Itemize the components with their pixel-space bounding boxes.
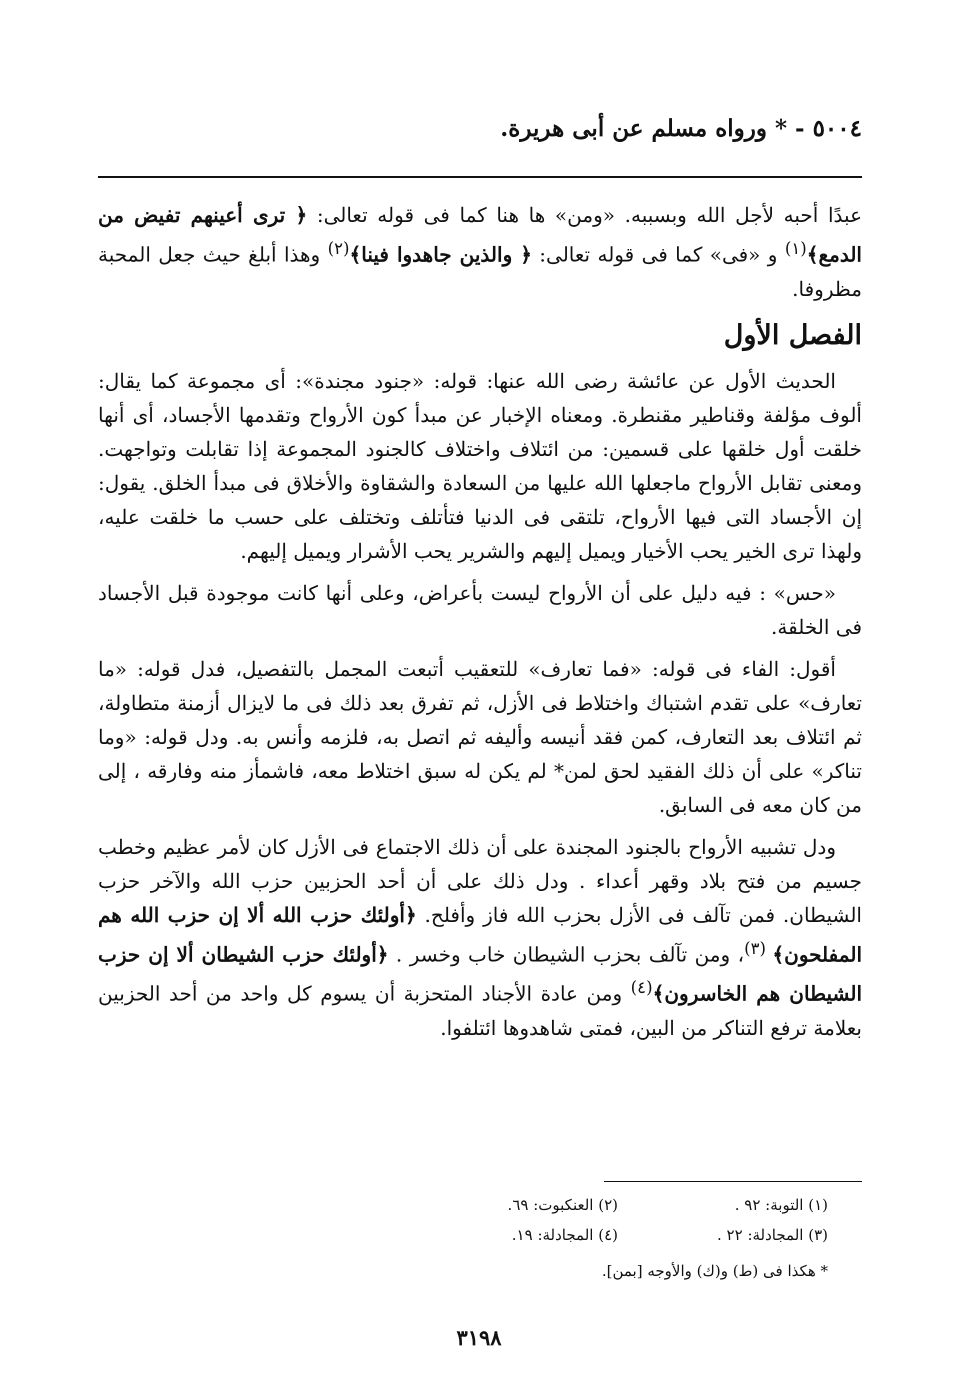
footnote-4: (٤) المجادلة: ١٩. — [511, 1226, 618, 1244]
paragraph-3: أقول: الفاء فى قوله: «فما تعارف» للتعقيب أتبعت المجمل بالتفصيل، فدل قوله: «ما تعارف» على تقدم اشتباك واختلاط فى الأزل، ثم تفرق بعد ذلك فى ما لايزال أزمنة متطاولة، ثم ائتلاف بعد التعارف، كمن فقد أنيسه وأليفه ثم اتصل به، فلزمه وأنس به. ودل قوله: «وما تناكر» على أن ذلك الفقيد لحق لمن* لم يكن له سبق اختلاط معه، فاشمأز منه وفارقه ، إلى من كان معه فى السابق. — [98, 656, 862, 817]
intro-text-1: عبدًا أحبه لأجل الله وبسببه. «ومن» ها هنا كما فى قوله تعالى: — [307, 203, 862, 227]
footnote-3: (٣) المجادلة: ٢٢ . — [717, 1226, 828, 1244]
footnote-divider — [604, 1181, 862, 1182]
paragraph-4 — [98, 830, 862, 1045]
footnote-row — [408, 1220, 828, 1250]
header-divider — [98, 176, 862, 178]
footnote-ref-3: (٣) — [744, 938, 773, 958]
quran-verse-2: ﴿ والذين جاهدوا فينا﴾ — [349, 242, 532, 267]
p4-text-1: ودل تشبيه الأرواح بالجنود المجندة على أن ذلك الاجتماع فى الأزل كان لأمر عظيم وخطب جسيم من فتح بلاد وقهر أعداء . ودل ذلك على أن أحد الحزبين حزب الله والآخر حزب الشيطان. فمن تآلف فى الأزل بحزب الله فاز وأفلح. — [98, 834, 862, 927]
paragraph-2: «حس» : فيه دليل على أن الأرواح ليست بأعراض، وعلى أنها كانت موجودة قبل الأجساد فى الخلقة. — [98, 580, 862, 639]
intro-paragraph — [98, 198, 862, 306]
footnote-ref-4: (٤) — [630, 978, 653, 998]
editorial-note: * هكذا فى (ط) و(ك) والأوجه [بمن]. — [601, 1262, 828, 1280]
section-heading: الفصل الأول — [723, 319, 862, 351]
p4-text-3: ومن عادة الأجناد المتحزبة أن يسوم كل واحد من أحد الحزبين بعلامة ترفع التناكر من البين، فمتى شاهدوها ائتلفوا. — [98, 981, 862, 1040]
footnotes — [408, 1190, 828, 1286]
intro-text-3: وهذا أبلغ حيث جعل المحبة مظروفا. — [98, 242, 862, 301]
footnote-row — [408, 1190, 828, 1220]
p4-text-2: ، ومن تآلف بحزب الشيطان خاب وخسر . — [388, 942, 745, 967]
main-body — [98, 198, 862, 1053]
quran-verse-1: ﴿ ترى أعينهم تفيض من الدمع﴾ — [98, 203, 862, 267]
intro-text-2: و «فى» كما فى قوله تعالى: — [531, 242, 785, 267]
quran-verse-4: ﴿أولئك حزب الشيطان ألا إن حزب الشيطان هم الخاسرون﴾ — [98, 942, 862, 1006]
footnote-ref-1: (١) — [784, 239, 807, 258]
quran-verse-3: ﴿أولئك حزب الله ألا إن حزب الله هم المفلحون﴾ — [98, 902, 863, 967]
page-number: ٣١٩٨ — [456, 1325, 502, 1350]
footnote-1: (١) التوبة: ٩٢ . — [734, 1196, 828, 1214]
footnote-2: (٢) العنكبوت: ٦٩. — [507, 1196, 618, 1214]
footnote-ref-2: (٢) — [327, 239, 350, 258]
hadith-line: ٥٠٠٤ - * ورواه مسلم عن أبى هريرة. — [500, 115, 862, 142]
paragraph-1: الحديث الأول عن عائشة رضى الله عنها: قوله: «جنود مجندة»: أى مجموعة كما يقال: ألوف مؤلفة وقناطير مقنطرة. ومعناه الإخبار عن مبدأ كون الأرواح وتقدمها الأجساد، أى أنها خلقت أول خلقها على قسمين: من ائتلاف واختلاف كالجنود المجموعة إذا تقابلت وتواجهت. ومعنى تقابل الأرواح ماجعلها الله عليها من السعادة والشقاوة والأخلاق فى مبدأ الخلق. يقول: إن الأجساد التى فيها الأرواح، تلتقى فى الدنيا فتأتلف وتختلف على حسب ما خلقت عليه، ولهذا ترى الخير يحب الأخيار ويميل إليهم والشرير يحب الأشرار ويميل إليهم. — [98, 368, 862, 563]
